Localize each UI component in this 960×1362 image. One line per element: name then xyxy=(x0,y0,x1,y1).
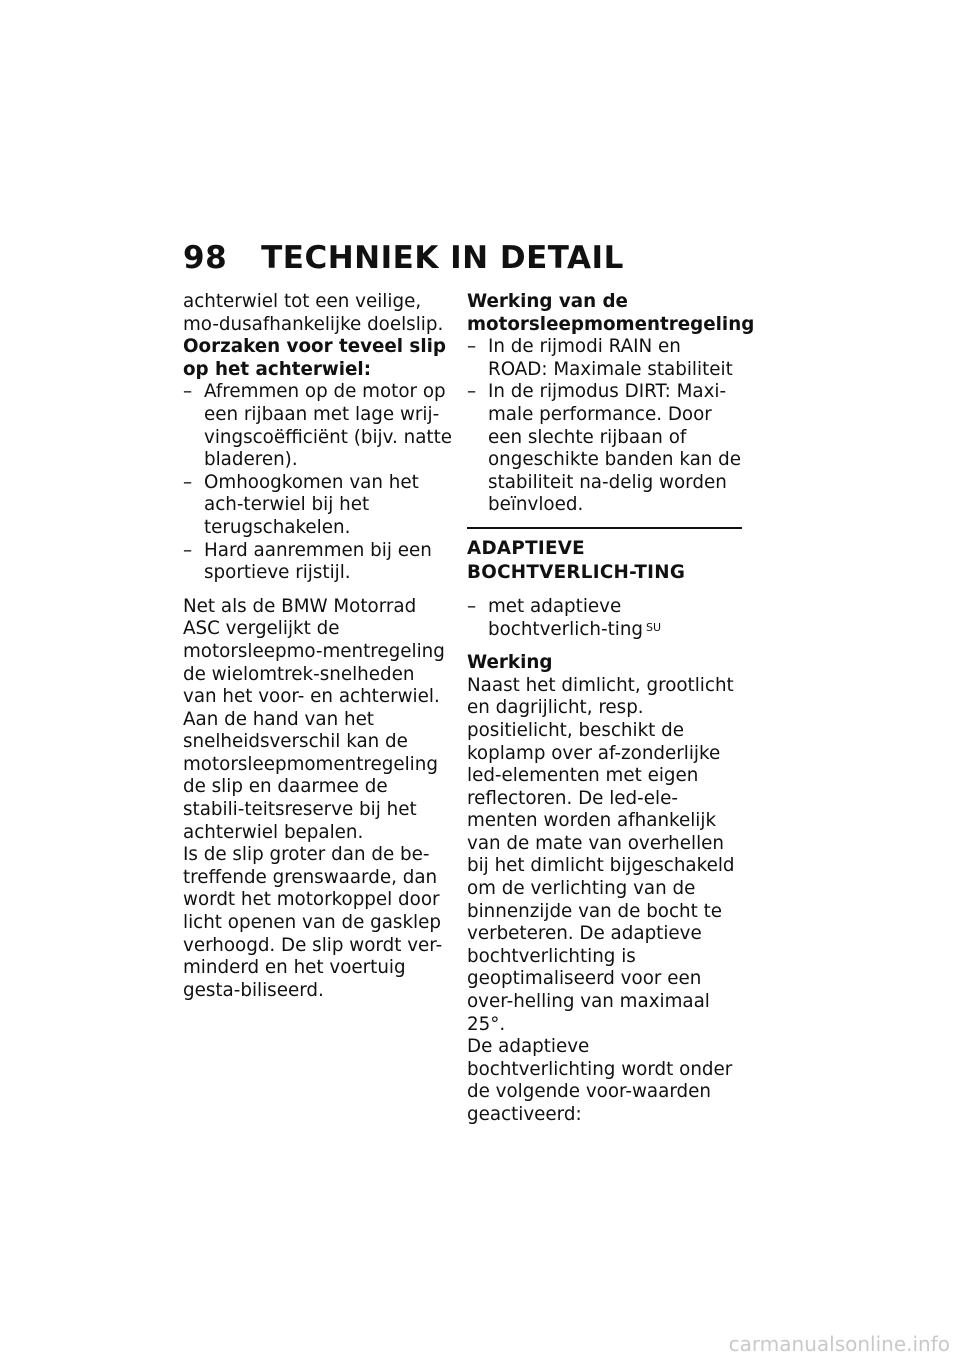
working-heading: Werking van de motorsleepmomentregeling xyxy=(467,291,755,335)
list-item xyxy=(467,596,742,641)
right-column xyxy=(467,291,755,1127)
page-title: TECHNIEK IN DETAIL xyxy=(261,240,624,276)
list-item: – Afremmen op de motor op een rijbaan met lage wrij-vingscoëfficiënt (bijv. natte bladeren). xyxy=(183,381,453,471)
paragraph-slip: Is de slip groter dan de be-treffende grenswaarde, dan wordt het motorkoppel door licht openen van de gasklep verhoogd. De slip wordt ver-minderd en het voertuig gesta-biliseerd. xyxy=(183,844,443,1001)
list-item: – Hard aanremmen bij een sportieve rijstijl. xyxy=(183,540,453,585)
equipment-text: met adaptieve bochtverlich-ting xyxy=(488,595,644,640)
equipment-code: SU xyxy=(646,620,662,634)
werking-heading: Werking xyxy=(467,652,553,674)
list-item: – Omhoogkomen van het ach-terwiel bij het terugschakelen. xyxy=(183,472,453,540)
causes-heading: Oorzaken voor teveel slip op het achterwiel: xyxy=(183,336,446,380)
causes-list xyxy=(183,381,453,584)
paragraph-comparison: Net als de BMW Motorrad ASC vergelijkt de motorsleepmo-mentregeling de wielomtrek-snelheden van het voor- en achterwiel. Aan de hand van het snelheidsverschil kan de motorsleepmomentregeling de slip en daarmee de stabili-teitsreserve bij het achterwiel bepalen. xyxy=(183,595,445,843)
list-item: – In de rijmodi RAIN en ROAD: Maximale stabiliteit xyxy=(467,336,742,381)
working-list xyxy=(467,336,742,517)
list-item: – In de rijmodus DIRT: Maxi-male performance. Door een slechte rijbaan of ongeschikte banden kan de stabiliteit na-delig worden beïnvloed. xyxy=(467,381,742,517)
page-number: 98 xyxy=(183,240,228,276)
werking-text: Naast het dimlicht, grootlicht en dagrijlicht, resp. positielicht, beschikt de koplamp over af-zonderlijke led-elementen met eigen reflectoren. De led-ele-menten worden afhankelijk van de mate van overhellen bij het dimlicht bijgeschakeld om de verlichting van de binnenzijde van de bocht te verbeteren. De adaptieve bochtverlichting is geoptimaliseerd voor een over-helling van maximaal 25°. xyxy=(467,674,735,1035)
equipment-list xyxy=(467,596,742,641)
activation-text: De adaptieve bochtverlichting wordt onder de volgende voor-waarden geactiveerd: xyxy=(467,1036,733,1125)
intro-text: achterwiel tot een veilige, mo-dusafhankelijke doelslip. xyxy=(183,291,444,335)
watermark: carmanualsonline.info xyxy=(728,1332,950,1356)
left-column xyxy=(183,291,453,1002)
section-title: ADAPTIEVE BOCHTVERLICH-TING xyxy=(467,527,742,585)
page-header xyxy=(183,240,624,276)
